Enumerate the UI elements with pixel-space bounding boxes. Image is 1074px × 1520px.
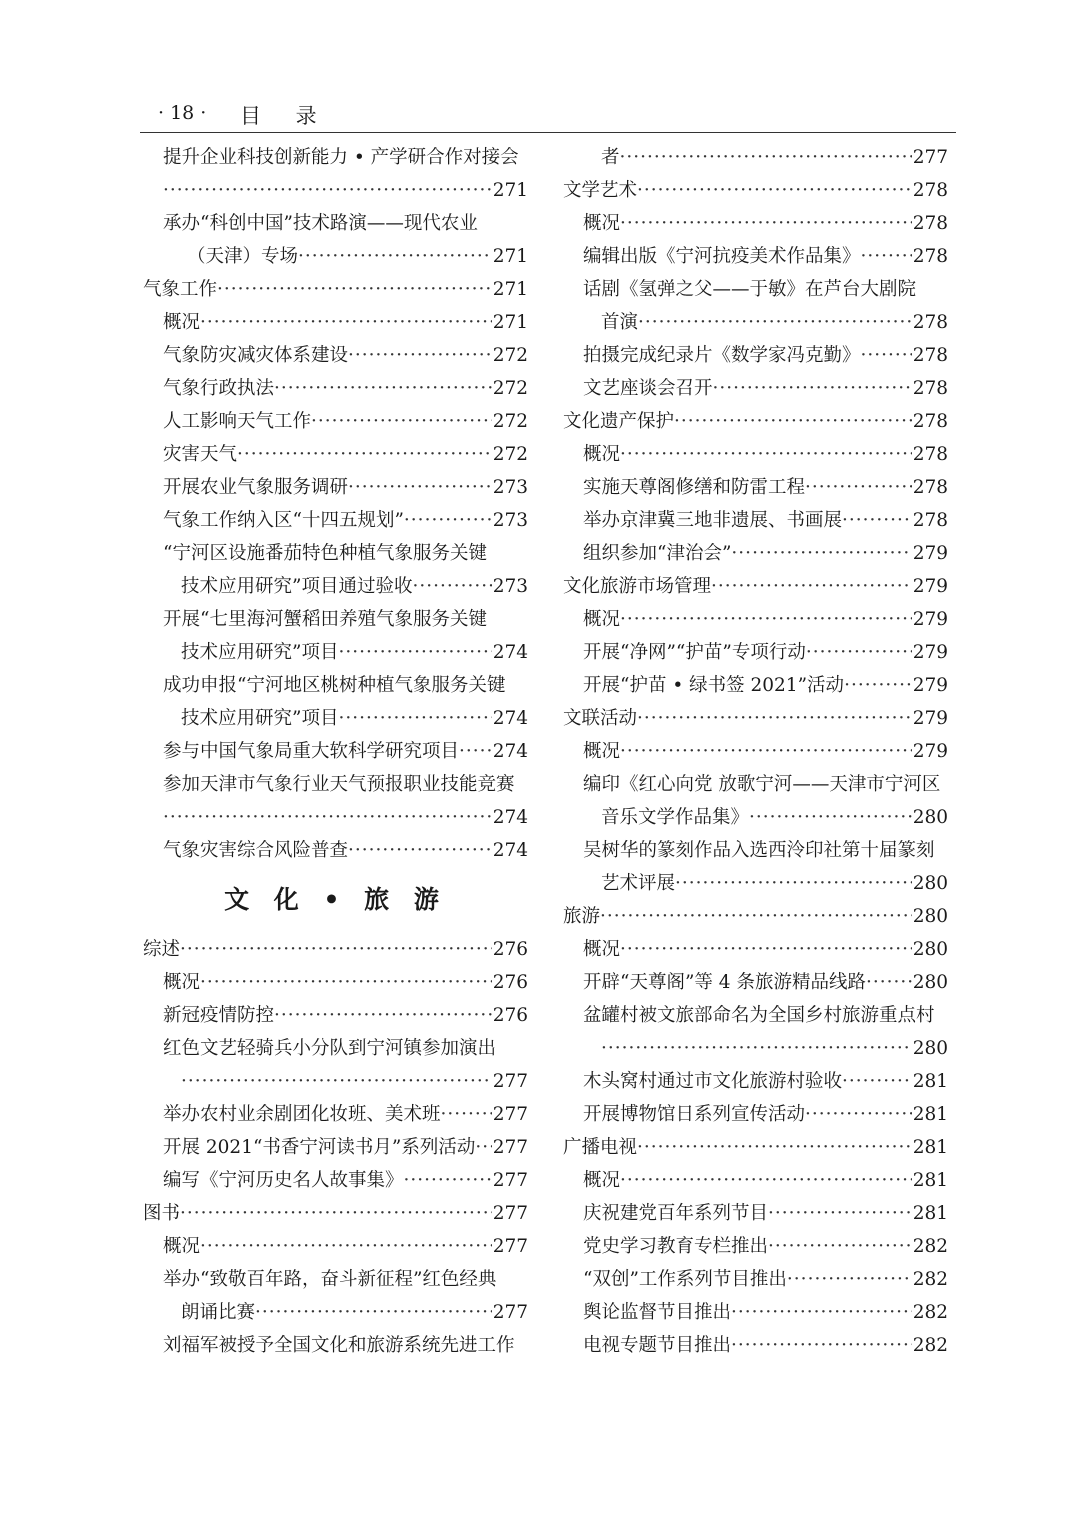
toc-entry-title: 开展农业气象服务调研 [163, 477, 349, 498]
toc-entry-title: 成功申报“宁河地区桃树种植气象服务关键 [163, 675, 506, 696]
toc-entry [143, 834, 528, 867]
toc-entry-page: 274 [492, 741, 528, 762]
toc-entry [563, 570, 948, 603]
toc-leader-dots [181, 1065, 492, 1098]
toc-entry-title: 概况 [583, 609, 621, 630]
toc-entry [563, 1329, 948, 1362]
toc-entry-title: 拍摄完成纪录片《数学家冯克勤》 [583, 345, 861, 366]
toc-entry [143, 669, 528, 702]
toc-entry [563, 537, 948, 570]
toc-entry [143, 405, 528, 438]
toc-entry [143, 306, 528, 339]
toc-entry-title: 气象灾害综合风险普查 [163, 840, 349, 861]
toc-entry [563, 240, 948, 273]
toc-leader-dots [861, 339, 912, 372]
toc-leader-dots [237, 438, 492, 471]
toc-entry-page: 279 [912, 543, 948, 564]
toc-entry-page: 278 [912, 510, 948, 531]
toc-entry-title: 首演 [601, 312, 639, 333]
toc-entry [563, 438, 948, 471]
toc-entry-title: 盆罐村被文旅部命名为全国乡村旅游重点村 [583, 1005, 935, 1026]
toc-entry [563, 768, 948, 801]
toc-leader-dots [713, 372, 912, 405]
toc-entry [143, 702, 528, 735]
toc-entry-title: 编辑出版《宁河抗疫美术作品集》 [583, 246, 861, 267]
toc-leader-dots [842, 1065, 912, 1098]
toc-leader-dots [180, 933, 492, 966]
toc-entry-page: 276 [492, 939, 528, 960]
toc-entry-title: 文艺座谈会召开 [583, 378, 713, 399]
toc-leader-dots [620, 207, 912, 240]
toc-entry-page: 277 [492, 1137, 528, 1158]
toc-entry [563, 306, 948, 339]
toc-entry-page: 279 [912, 708, 948, 729]
toc-entry-title: 刘福军被授予全国文化和旅游系统先进工作 [163, 1335, 515, 1356]
toc-entry-page: 281 [912, 1137, 948, 1158]
toc-entry-title: 新冠疫情防控 [163, 1005, 275, 1026]
toc-entry-title: 气象防灾减灾体系建设 [163, 345, 349, 366]
toc-entry-page: 272 [492, 444, 528, 465]
toc-leader-dots [768, 1197, 912, 1230]
toc-entry [143, 1032, 528, 1065]
toc-entry [563, 1263, 948, 1296]
toc-entry-page: 278 [912, 312, 948, 333]
toc-entry-title: 概况 [583, 741, 621, 762]
toc-leader-dots [311, 405, 492, 438]
toc-entry [563, 669, 948, 702]
toc-entry-page: 277 [492, 1071, 528, 1092]
toc-entry [563, 1131, 948, 1164]
toc-entry [563, 471, 948, 504]
toc-entry-title: 吴树华的篆刻作品入选西泠印社第十届篆刻 [583, 840, 935, 861]
toc-entry [563, 1164, 948, 1197]
toc-entry-title: “双创”工作系列节目推出 [583, 1269, 787, 1290]
toc-entry [143, 504, 528, 537]
toc-entry-page: 281 [912, 1170, 948, 1191]
toc-entry-page: 280 [912, 807, 948, 828]
toc-entry-title: 开辟“天尊阁”等 4 条旅游精品线路 [583, 972, 866, 993]
toc-entry [563, 1197, 948, 1230]
toc-right-list [563, 141, 948, 1362]
toc-entry-title: 文联活动 [563, 708, 638, 729]
toc-entry-title: “宁河区设施番茄特色种植气象服务关键 [163, 543, 487, 564]
toc-entry-title: 概况 [583, 1170, 621, 1191]
toc-entry [143, 1131, 528, 1164]
toc-entry-title: 朗诵比赛 [181, 1302, 256, 1323]
toc-entry-page: 273 [492, 576, 528, 597]
toc-right-column [563, 141, 948, 1362]
toc-entry-title: 艺术评展 [601, 873, 676, 894]
toc-entry [143, 1329, 528, 1362]
toc-entry-title: 木头窝村通过市文化旅游村验收 [583, 1071, 843, 1092]
toc-entry-title: 实施天尊阁修缮和防雷工程 [583, 477, 806, 498]
toc-entry-title: 旅游 [563, 906, 601, 927]
toc-entry [143, 603, 528, 636]
toc-entry-page: 277 [492, 1236, 528, 1257]
toc-entry [563, 372, 948, 405]
header-title: 目 录 [240, 104, 331, 128]
toc-entry-page: 271 [492, 312, 528, 333]
toc-leader-dots [637, 174, 912, 207]
toc-entry-page: 280 [912, 939, 948, 960]
toc-entry [143, 273, 528, 306]
toc-leader-dots [620, 438, 912, 471]
toc-entry-title: 气象工作 [143, 279, 218, 300]
toc-leader-dots [638, 306, 912, 339]
toc-entry [563, 801, 948, 834]
toc-entry [563, 1098, 948, 1131]
toc-entry-title: 红色文艺轻骑兵小分队到宁河镇参加演出 [163, 1038, 497, 1059]
toc-entry-page: 278 [912, 411, 948, 432]
toc-leader-dots [620, 933, 912, 966]
toc-entry-title: 开展博物馆日系列宣传活动 [583, 1104, 806, 1125]
toc-entry-title: （天津）专场 [187, 246, 299, 267]
toc-leader-dots [459, 735, 492, 768]
toc-leader-dots [805, 1098, 912, 1131]
toc-entry-page: 277 [492, 1203, 528, 1224]
toc-entry-page: 280 [912, 972, 948, 993]
toc-leader-dots [866, 966, 912, 999]
toc-entry [563, 207, 948, 240]
toc-entry [563, 174, 948, 207]
toc-entry [143, 768, 528, 801]
toc-entry [143, 636, 528, 669]
toc-entry-page: 282 [912, 1236, 948, 1257]
toc-entry [143, 1197, 528, 1230]
toc-entry-title: 概况 [163, 1236, 201, 1257]
toc-entry [563, 834, 948, 867]
toc-entry [143, 240, 528, 273]
toc-leader-dots [338, 702, 491, 735]
toc-entry [143, 372, 528, 405]
toc-leader-dots [842, 504, 912, 537]
toc-entry [563, 405, 948, 438]
toc-entry-title: 电视专题节目推出 [583, 1335, 732, 1356]
toc-leader-dots [844, 669, 912, 702]
toc-entry [563, 1296, 948, 1329]
toc-entry [563, 1230, 948, 1263]
toc-leader-dots [217, 273, 492, 306]
toc-entry-title: 概况 [163, 972, 201, 993]
toc-leader-dots [768, 1230, 912, 1263]
toc-entry-page: 274 [492, 807, 528, 828]
toc-entry-page: 281 [912, 1071, 948, 1092]
toc-leader-dots [348, 471, 492, 504]
toc-entry-page: 273 [492, 510, 528, 531]
toc-entry-page: 279 [912, 609, 948, 630]
toc-leader-dots [620, 735, 912, 768]
toc-leader-dots [600, 900, 912, 933]
toc-leader-dots [674, 405, 912, 438]
toc-entry-page: 281 [912, 1203, 948, 1224]
toc-entry-page: 272 [492, 345, 528, 366]
toc-entry-page: 271 [492, 279, 528, 300]
toc-entry-title: 文学艺术 [563, 180, 638, 201]
toc-entry-page: 279 [912, 741, 948, 762]
toc-entry [563, 1032, 948, 1065]
toc-entry-page: 272 [492, 411, 528, 432]
toc-entry [143, 1230, 528, 1263]
toc-left-bottom [143, 933, 528, 1362]
toc-entry [563, 339, 948, 372]
toc-entry [143, 933, 528, 966]
toc-leader-dots [475, 1131, 491, 1164]
toc-entry-page: 282 [912, 1335, 948, 1356]
toc-leader-dots [348, 834, 492, 867]
toc-entry-page: 281 [912, 1104, 948, 1125]
toc-entry [143, 1098, 528, 1131]
toc-entry-title: 参加天津市气象行业天气预报职业技能竞赛 [163, 774, 515, 795]
toc-entry [563, 504, 948, 537]
toc-leader-dots [731, 537, 911, 570]
toc-entry [143, 999, 528, 1032]
toc-entry-title: 开展“七里海河蟹稻田养殖气象服务关键 [163, 609, 487, 630]
toc-leader-dots [441, 1098, 492, 1131]
toc-entry [143, 1263, 528, 1296]
toc-entry-title: 开展 2021“书香宁河读书月”系列活动 [163, 1137, 476, 1158]
toc-leader-dots [711, 570, 912, 603]
toc-entry-page: 279 [912, 675, 948, 696]
toc-entry [143, 207, 528, 240]
toc-entry-page: 272 [492, 378, 528, 399]
toc-entry-page: 278 [912, 378, 948, 399]
toc-entry [143, 801, 528, 834]
toc-entry-page: 274 [492, 642, 528, 663]
toc-leader-dots [731, 1296, 912, 1329]
toc-entry-page: 282 [912, 1302, 948, 1323]
toc-entry [143, 1065, 528, 1098]
toc-entry-title: 综述 [143, 939, 181, 960]
toc-leader-dots [749, 801, 912, 834]
toc-entry-title: 庆祝建党百年系列节目 [583, 1203, 769, 1224]
section-heading: 文 化 • 旅 游 [224, 885, 447, 914]
toc-leader-dots [731, 1329, 912, 1362]
toc-entry-title: 举办农村业余剧团化妆班、美术班 [163, 1104, 441, 1125]
toc-entry-title: 音乐文学作品集》 [601, 807, 750, 828]
toc-leader-dots [200, 1230, 492, 1263]
toc-entry [563, 141, 948, 174]
toc-left-top [143, 141, 528, 867]
toc-leader-dots [163, 174, 492, 207]
toc-entry [563, 867, 948, 900]
toc-leader-dots [404, 504, 492, 537]
toc-leader-dots [200, 966, 492, 999]
toc-leader-dots [180, 1197, 492, 1230]
toc-entry-title: 文化旅游市场管理 [563, 576, 712, 597]
toc-leader-dots [620, 1164, 912, 1197]
toc-entry-title: 举办京津冀三地非遗展、书画展 [583, 510, 843, 531]
toc-leader-dots [255, 1296, 492, 1329]
toc-entry-page: 278 [912, 477, 948, 498]
toc-entry-title: 组织参加“津治会” [583, 543, 732, 564]
toc-entry [563, 900, 948, 933]
toc-entry [563, 999, 948, 1032]
toc-entry [563, 933, 948, 966]
toc-entry-page: 274 [492, 840, 528, 861]
toc-entry-title: 人工影响天气工作 [163, 411, 312, 432]
toc-entry-title: 概况 [583, 939, 621, 960]
toc-entry-title: 党史学习教育专栏推出 [583, 1236, 769, 1257]
toc-entry-title: 参与中国气象局重大软科学研究项目 [163, 741, 460, 762]
toc-entry-title: 举办“致敬百年路，奋斗新征程”红色经典 [163, 1269, 497, 1290]
toc-leader-dots [787, 1263, 912, 1296]
toc-entry [143, 966, 528, 999]
toc-leader-dots [861, 240, 912, 273]
toc-entry-page: 273 [492, 477, 528, 498]
toc-entry [143, 471, 528, 504]
toc-entry-title: 者 [601, 147, 620, 168]
toc-entry [563, 702, 948, 735]
toc-entry-page: 280 [912, 906, 948, 927]
toc-leader-dots [274, 999, 492, 1032]
toc-entry-title: 广播电视 [563, 1137, 638, 1158]
toc-entry-page: 277 [492, 1302, 528, 1323]
toc-entry [563, 735, 948, 768]
toc-entry-title: 概况 [163, 312, 201, 333]
toc-entry-page: 278 [912, 246, 948, 267]
toc-entry-title: 气象工作纳入区“十四五规划” [163, 510, 404, 531]
toc-entry-title: 气象行政执法 [163, 378, 275, 399]
toc-leader-dots [620, 141, 912, 174]
toc-entry [143, 141, 528, 174]
toc-entry-title: 概况 [583, 444, 621, 465]
toc-leader-dots [338, 636, 491, 669]
toc-leader-dots [298, 240, 492, 273]
toc-entry-page: 280 [912, 873, 948, 894]
toc-leader-dots [412, 570, 491, 603]
toc-leader-dots [200, 306, 492, 339]
toc-entry [563, 603, 948, 636]
toc-leader-dots [348, 339, 492, 372]
toc-entry [563, 636, 948, 669]
toc-entry-title: 提升企业科技创新能力 • 产学研合作对接会 [163, 147, 519, 168]
toc-entry [563, 1065, 948, 1098]
toc-entry-page: 277 [492, 1170, 528, 1191]
toc-entry-page: 274 [492, 708, 528, 729]
toc-leader-dots [805, 471, 912, 504]
toc-entry-title: 概况 [583, 213, 621, 234]
toc-entry [143, 1296, 528, 1329]
toc-entry-page: 279 [912, 576, 948, 597]
toc-entry-title: 编写《宁河历史名人故事集》 [163, 1170, 404, 1191]
toc-leader-dots [601, 1032, 912, 1065]
toc-entry-title: 承办“科创中国”技术路演——现代农业 [163, 213, 478, 234]
toc-entry-title: 图书 [143, 1203, 181, 1224]
toc-entry [143, 735, 528, 768]
toc-entry-page: 271 [492, 246, 528, 267]
page-header [140, 96, 956, 133]
toc-entry [143, 339, 528, 372]
toc-entry [143, 1164, 528, 1197]
toc-entry [143, 537, 528, 570]
toc-entry [143, 438, 528, 471]
toc-leader-dots [806, 636, 912, 669]
toc-leader-dots [404, 1164, 492, 1197]
toc-entry-page: 278 [912, 180, 948, 201]
toc-entry-title: 开展“净网”“护苗”专项行动 [583, 642, 806, 663]
toc-left-column [143, 141, 528, 1362]
toc-leader-dots [620, 603, 912, 636]
toc-entry-page: 277 [912, 147, 948, 168]
toc-entry-title: 编印《红心向党 放歌宁河——天津市宁河区 [583, 774, 941, 795]
toc-entry-title: 灾害天气 [163, 444, 238, 465]
toc-entry-title: 开展“护苗 • 绿书签 2021”活动 [583, 675, 845, 696]
toc-entry-page: 282 [912, 1269, 948, 1290]
toc-leader-dots [637, 702, 912, 735]
toc-entry-page: 277 [492, 1104, 528, 1125]
toc-entry [143, 174, 528, 207]
toc-leader-dots [637, 1131, 912, 1164]
toc-entry-title: 技术应用研究”项目 [181, 708, 339, 729]
toc-entry [563, 966, 948, 999]
toc-entry-title: 文化遗产保护 [563, 411, 675, 432]
toc-leader-dots [675, 867, 912, 900]
toc-entry-page: 280 [912, 1038, 948, 1059]
toc-entry-title: 话剧《氢弹之父——于敏》在芦台大剧院 [583, 279, 917, 300]
toc-entry [563, 273, 948, 306]
toc-entry-page: 276 [492, 1005, 528, 1026]
toc-entry-page: 279 [912, 642, 948, 663]
page-number: · 18 · [158, 102, 207, 124]
toc-entry-title: 技术应用研究”项目通过验收 [181, 576, 413, 597]
toc-entry-page: 278 [912, 345, 948, 366]
toc-entry-page: 278 [912, 444, 948, 465]
toc-entry [143, 570, 528, 603]
toc-leader-dots [274, 372, 492, 405]
toc-entry-title: 舆论监督节目推出 [583, 1302, 732, 1323]
toc-entry-page: 278 [912, 213, 948, 234]
toc-entry-page: 276 [492, 972, 528, 993]
toc-entry-title: 技术应用研究”项目 [181, 642, 339, 663]
toc-leader-dots [163, 801, 492, 834]
toc-entry-page: 271 [492, 180, 528, 201]
